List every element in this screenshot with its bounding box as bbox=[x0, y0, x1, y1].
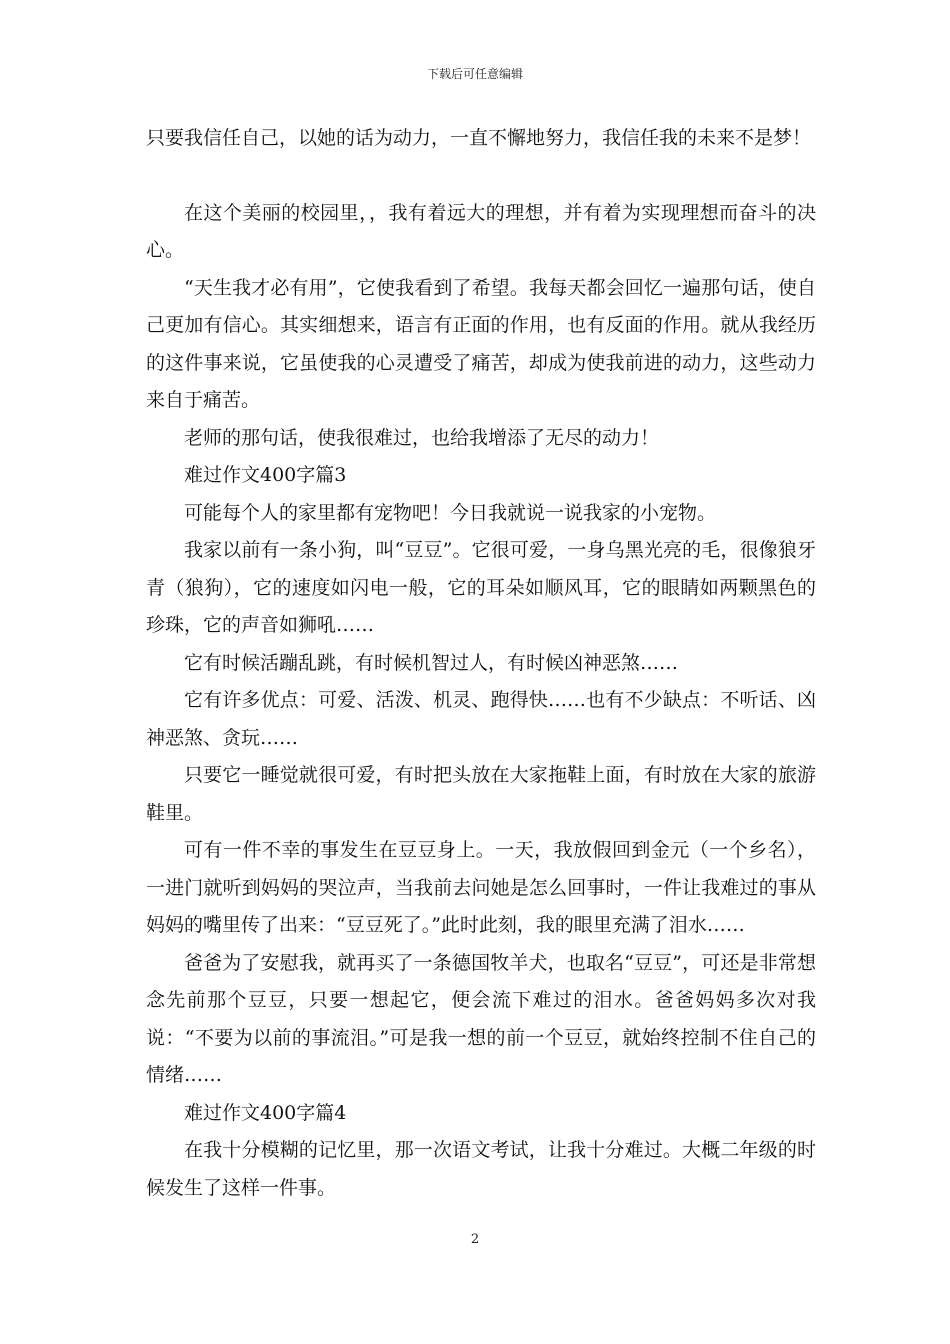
paragraph: 老师的那句话，使我很难过，也给我增添了无尽的动力！ bbox=[184, 426, 660, 449]
paragraph: 可能每个人的家里都有宠物吧！今日我就说一说我家的小宠物。 bbox=[184, 501, 717, 524]
paragraph: 我家以前有一条小狗，叫“豆豆”。它很可爱，一身乌黑光亮的毛，很像狼牙青（狼狗），它的速度如闪电一般，它的耳朵如顺风耳，它的眼睛如两颗黑色的珍珠，它的声音如狮吼…… bbox=[146, 539, 816, 636]
paragraph: “天生我才必有用”，它使我看到了希望。我每天都会回忆一遍那句话，使自己更加有信心。其实细想来，语言有正面的作用，也有反面的作用。就从我经历的这件事来说，它虽使我的心灵遭受了痛苦，却成为使我前进的动力，这些动力来自于痛苦。 bbox=[146, 276, 816, 411]
paragraph-spacer bbox=[146, 158, 816, 195]
paragraph: 只要我信任自己，以她的话为动力，一直不懈地努力，我信任我的未来不是梦！ bbox=[146, 127, 812, 149]
section-heading: 难过作文400字篇3 bbox=[184, 464, 347, 486]
paragraph: 它有许多优点：可爱、活泼、机灵、跑得快……也有不少缺点：不听话、凶神恶煞、贪玩…… bbox=[146, 689, 816, 749]
document-body bbox=[146, 120, 816, 1207]
page-number: 2 bbox=[470, 1232, 480, 1247]
paragraph: 它有时候活蹦乱跳，有时候机智过人，有时候凶神恶煞…… bbox=[184, 651, 679, 674]
paragraph: 只要它一睡觉就很可爱，有时把头放在大家拖鞋上面，有时放在大家的旅游鞋里。 bbox=[146, 764, 816, 824]
page-header: 下载后可任意编辑 bbox=[426, 67, 523, 81]
paragraph: 可有一件不幸的事发生在豆豆身上。一天，我放假回到金元（一个乡名），一进门就听到妈妈的哭泣声，当我前去问她是怎么回事时，一件让我难过的事从妈妈的嘴里传了出来：“豆豆死了。”此时此刻，我的眼里充满了泪水…… bbox=[146, 839, 816, 936]
section-heading: 难过作文400字篇4 bbox=[184, 1101, 347, 1124]
paragraph: 在这个美丽的校园里，，我有着远大的理想，并有着为实现理想而奋斗的决心。 bbox=[146, 201, 816, 261]
paragraph: 在我十分模糊的记忆里，那一次语文考试，让我十分难过。大概二年级的时候发生了这样一件事。 bbox=[146, 1139, 816, 1199]
paragraph: 爸爸为了安慰我，就再买了一条德国牧羊犬，也取名“豆豆”，可还是非常想念先前那个豆豆，只要一想起它，便会流下难过的泪水。爸爸妈妈多次对我说：“不要为以前的事流泪。”可是我一想的前一个豆豆，就始终控制不住自己的情绪…… bbox=[146, 951, 816, 1086]
